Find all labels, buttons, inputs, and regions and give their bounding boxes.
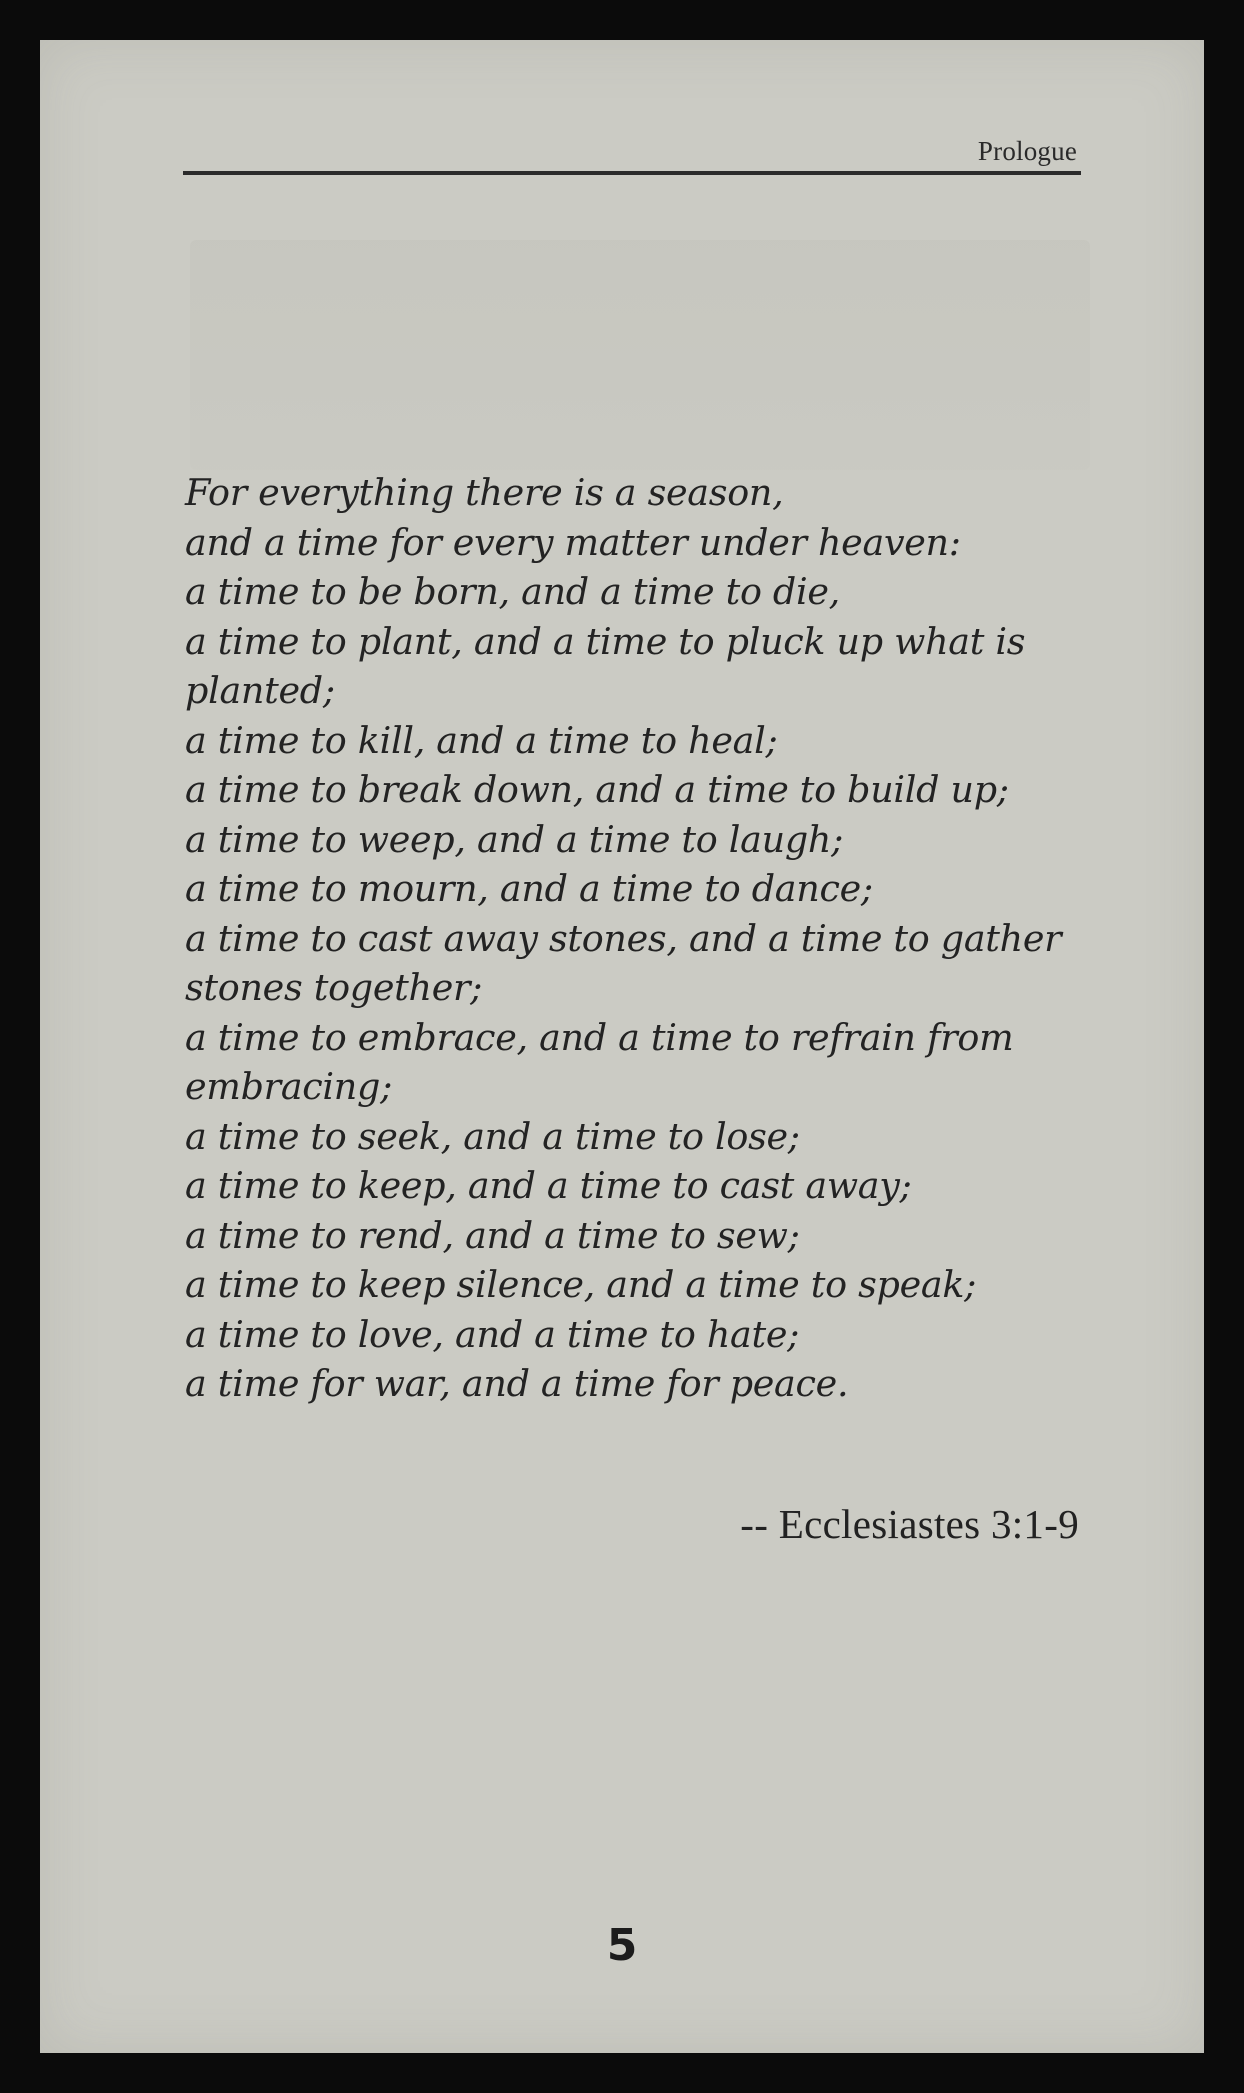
poem-line: planted;	[185, 669, 335, 712]
poem-line: a time to rend, and a time to sew;	[185, 1213, 800, 1257]
poem-line: and a time for every matter under heaven:	[185, 520, 961, 564]
poem-line: embracing;	[185, 1065, 393, 1108]
page-number: 5	[606, 1920, 638, 1971]
poem-text	[185, 468, 1105, 1409]
poem-line: a time to cast away stones, and a time to gather	[185, 916, 1062, 960]
show-through-text	[190, 240, 1090, 470]
poem-line: For everything there is a season,	[185, 471, 784, 514]
poem-line: a time to weep, and a time to laugh;	[185, 817, 844, 861]
poem-line: a time to mourn, and a time to dance;	[185, 867, 873, 910]
poem-line: a time to kill, and a time to heal;	[185, 718, 778, 762]
poem-line: a time to embrace, and a time to refrain from	[185, 1015, 1014, 1059]
poem-line: stones together;	[185, 966, 483, 1009]
poem-line: a time to seek, and a time to lose;	[185, 1114, 800, 1158]
poem-line: a time for war, and a time for peace.	[185, 1362, 849, 1405]
poem-line: a time to break down, and a time to build up;	[185, 768, 1009, 811]
poem-line: a time to be born, and a time to die,	[185, 570, 840, 613]
book-page	[40, 40, 1204, 2053]
scripture-citation: -- Ecclesiastes 3:1-9	[740, 1501, 1079, 1547]
header-rule	[183, 171, 1081, 175]
poem-line: a time to keep silence, and a time to speak;	[185, 1263, 977, 1306]
poem-line: a time to love, and a time to hate;	[185, 1312, 800, 1356]
poem-line: a time to plant, and a time to pluck up what is	[185, 619, 1026, 663]
poem-line: a time to keep, and a time to cast away;	[185, 1164, 912, 1207]
running-header: Prologue	[977, 136, 1077, 166]
